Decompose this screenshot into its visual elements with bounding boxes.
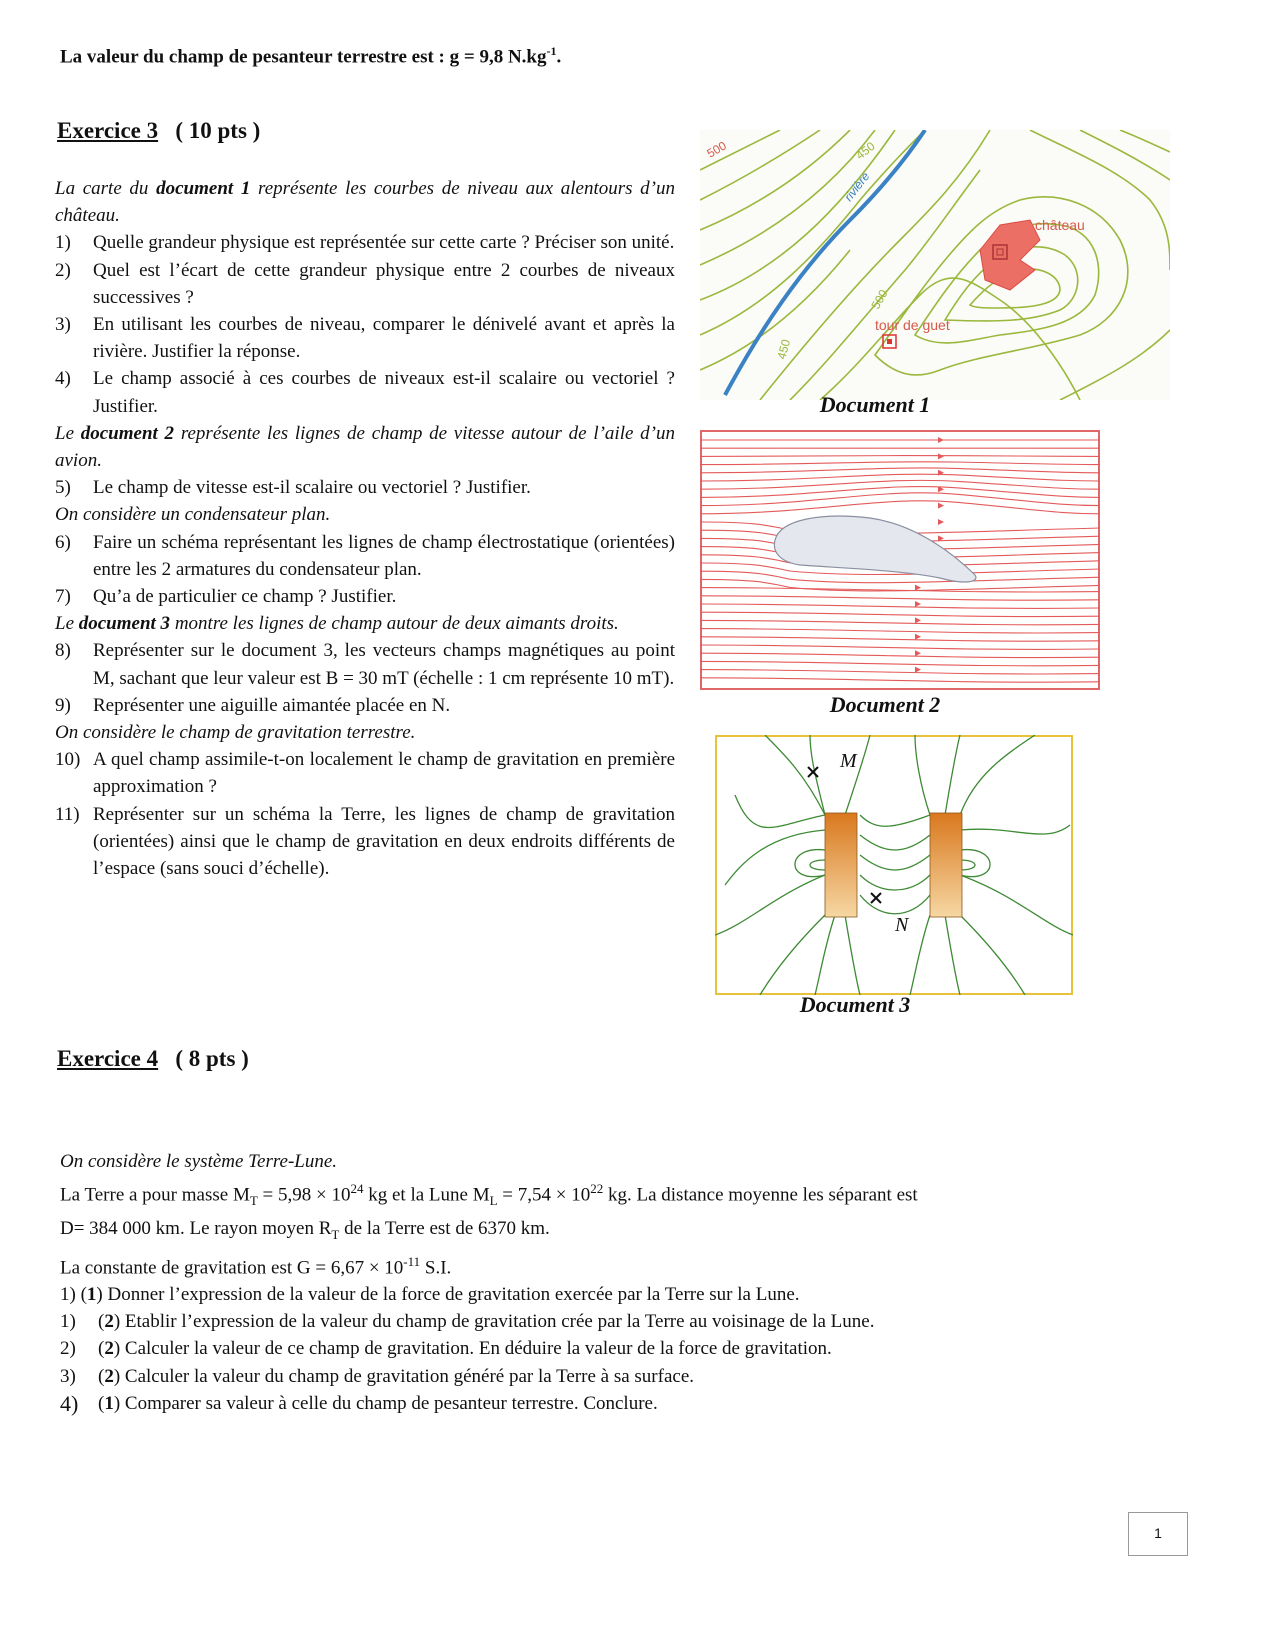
ex4-question-1: 1) (2) Etablir l’expression de la valeur du champ de gravitation crée par la Terre au voisinage de la Lune. [60,1311,875,1333]
intro-document-1: La carte du document 1 représente les courbes de niveau aux alentours d’un château. [55,178,676,227]
svg-text:450: 450 [774,337,794,361]
question-4: 4) Le champ associé à ces courbes de niveaux est-il scalaire ou vectoriel ? Justifier. [55,368,675,417]
exercise-3-body [55,175,675,882]
ex4-question-3: 3) (2) Calculer la valeur du champ de gravitation généré par la Terre à sa surface. [60,1365,694,1387]
document-2-caption: Document 2 [829,692,941,717]
question-10: 10) A quel champ assimile-t-on localement le champ de gravitation en première approximation ? [55,749,675,798]
question-8: 8) Représenter sur le document 3, les vecteurs champs magnétiques au point M, sachant que leur valeur est B = 30 mT (échelle : 1 cm représente 10 mT). [55,640,675,689]
question-1: 1) Quelle grandeur physique est représentée sur cette carte ? Préciser son unité. [55,232,675,254]
document-2-airflow-field [700,430,1100,690]
question-11: 11) Représenter sur un schéma la Terre, les lignes de champ de gravitation (orientées) ainsi que le champ de gravitation en deux endroits différents de l’espace (sans souci d’échelle). [55,803,675,880]
intro-document-2: Le document 2 représente les lignes de champ de vitesse autour de l’aile d’un avion. [55,422,675,472]
question-9: 9) Représenter une aiguille aimantée placée en N. [55,694,451,716]
page-number: 1 [1128,1512,1188,1556]
question-7: 7) Qu’a de particulier ce champ ? Justifier. [55,586,397,608]
exercise-4-title: Exercice 4 ( 8 pts ) [57,1046,249,1071]
intro-document-3: Le document 3 montre les lignes de champ autour de deux aimants droits. [55,613,619,635]
question-5: 5) Le champ de vitesse est-il scalaire ou vectoriel ? Justifier. [55,477,531,499]
svg-text:rivière: rivière [841,169,873,204]
document-3-magnet-field [715,735,1073,995]
svg-text:château: château [1035,217,1085,233]
header-note: La valeur du champ de pesanteur terrestre est : g = 9,8 $N.kg^{-1}$. [60,44,562,68]
ex4-question-2: 2) (2) Calculer la valeur de ce champ de gravitation. En déduire la valeur de la force de gravitation. [60,1338,832,1360]
intro-condensateur: On considère un condensateur plan. [55,504,331,526]
question-6: 6) Faire un schéma représentant les lignes de champ électrostatique (orientées) entre les 2 armatures du condensateur plan. [55,531,675,580]
document-3-caption: Document 3 [799,992,911,1017]
intro-gravitation: On considère le champ de gravitation terrestre. [55,722,416,744]
svg-text:500: 500 [868,287,891,312]
ex4-question-0: 1) (1) Donner l’expression de la valeur de la force de gravitation exercée par la Terre sur la Lune. [60,1284,800,1306]
document-1-caption: Document 1 [819,392,931,417]
svg-text:500: 500 [704,138,729,161]
document-1-contour-map [700,130,1170,400]
svg-text:N: N [895,914,909,936]
svg-text:tour de guet: tour de guet [875,317,950,333]
exercise-4-body: On considère le système Terre-Lune. La Terre a pour masse $M_T = 5,98 \times 10^{24}$ kg et la Lune $M_L = 7,54 \times 10^{22}$ kg. La distance moyenne les séparant est D= 384 000 km. Le rayon moyen $R_T$ de la Terre est de 6370 km. La constante de gravitation est $G = 6,67 \times 10^{-11}$ S.I. 1) (1) Donner l’expression de la valeur de la force de gravitation exercée par la Terre sur la Lune. 1) (2) Etablir l’expression de la valeur du champ de gravitation crée par la Terre au voisinage de la Lune. 2) (2) Calculer la valeur de ce champ de gravitation. En déduire la valeur de la force de gravitation. 3) (2) Calculer la valeur du champ de gravitation généré par la Terre à sa surface. 4) (1) Comparer sa valeur à celle du champ de pesanteur terrestre. Conclure. [60,1148,1160,1417]
exercise-3-title: Exercice 3 ( 10 pts ) [57,118,261,143]
ex4-question-4: 4) (1) Comparer sa valeur à celle du champ de pesanteur terrestre. Conclure. [60,1390,658,1416]
question-3: 3) En utilisant les courbes de niveau, comparer le dénivelé avant et après la rivière. Justifier la réponse. [55,314,675,363]
svg-text:450: 450 [853,138,878,163]
question-2: 2) Quel est l’écart de cette grandeur physique entre 2 courbes de niveaux successives ? [55,259,675,308]
svg-text:M: M [840,750,857,772]
